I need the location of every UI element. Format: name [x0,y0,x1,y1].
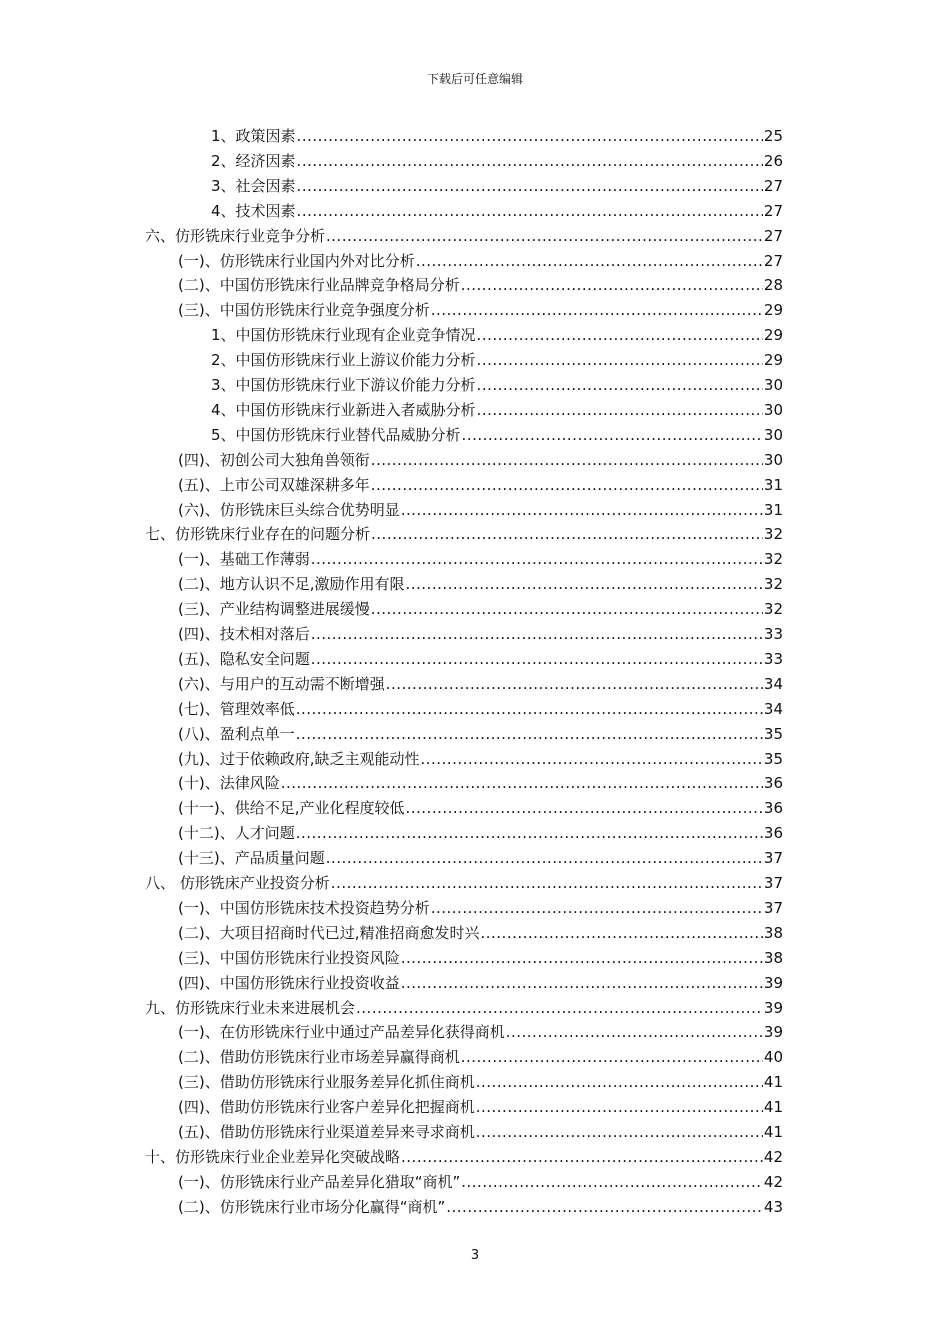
toc-dot-leader [401,498,763,523]
toc-dot-leader [477,373,763,398]
toc-entry-title: 2、经济因素 [211,151,296,170]
toc-dot-leader [326,224,763,249]
toc-entry-title: (二)、中国仿形铣床行业品牌竞争格局分析 [178,276,460,295]
toc-entry-title: (一)、基础工作薄弱 [178,550,310,569]
toc-entry[interactable] [178,697,783,722]
toc-entry-page: 28 [763,276,783,295]
toc-entry[interactable] [145,522,783,547]
toc-entry[interactable] [211,423,783,448]
toc-dot-leader [386,672,763,697]
toc-dot-leader [416,249,763,274]
toc-entry-page: 30 [763,450,783,469]
toc-entry-title: (二)、仿形铣床行业市场分化赢得“商机” [178,1197,446,1216]
toc-entry-page: 41 [763,1073,783,1092]
toc-entry[interactable] [211,149,783,174]
toc-entry[interactable] [145,1145,783,1170]
toc-entry-page: 36 [763,824,783,843]
toc-entry-title: 5、中国仿形铣床行业替代品威胁分析 [211,425,461,444]
toc-entry-title: (三)、中国仿形铣床行业竞争强度分析 [178,301,430,320]
toc-entry[interactable] [178,273,783,298]
toc-entry-page: 29 [763,301,783,320]
toc-entry-title: (十)、法律风险 [178,774,280,793]
toc-entry-page: 39 [763,973,783,992]
toc-entry[interactable] [145,996,783,1021]
toc-dot-leader [446,1195,763,1220]
toc-entry-title: (五)、借助仿形铣床行业渠道差异来寻求商机 [178,1123,475,1141]
toc-entry-page: 25 [763,127,783,145]
toc-entry-page: 30 [763,425,783,444]
toc-dot-leader [297,124,763,149]
toc-entry[interactable] [178,249,783,274]
toc-entry-title: (四)、借助仿形铣床行业客户差异化把握商机 [178,1098,475,1117]
toc-entry-page: 27 [763,176,783,195]
toc-entry[interactable] [178,572,783,597]
toc-entry-page: 39 [763,1023,783,1042]
toc-dot-leader [371,522,763,547]
toc-entry[interactable] [178,1020,783,1045]
toc-entry-page: 35 [763,749,783,768]
toc-entry-title: (六)、仿形铣床巨头综合优势明显 [178,500,400,519]
toc-dot-leader [461,273,763,298]
toc-entry[interactable] [178,796,783,821]
toc-entry-title: (四)、技术相对落后 [178,625,310,643]
toc-dot-leader [281,771,763,796]
toc-entry-title: (八)、盈利点单一 [178,724,295,743]
toc-entry-title: 七、仿形铣床行业存在的问题分析 [145,525,371,544]
toc-dot-leader [405,796,762,821]
toc-dot-leader [476,1095,763,1120]
toc-entry[interactable] [178,1120,783,1145]
toc-entry[interactable] [211,398,783,423]
toc-entry-title: (九)、过于依赖政府,缺乏主观能动性 [178,749,420,768]
toc-dot-leader [476,1070,763,1095]
toc-entry[interactable] [178,1070,783,1095]
toc-entry-title: (二)、大项目招商时代已过,精准招商愈发时兴 [178,923,480,942]
toc-dot-leader [431,298,763,323]
toc-entry-page: 36 [763,799,783,818]
toc-entry-title: (十二)、人才问题 [178,824,295,843]
toc-dot-leader [476,1120,763,1145]
toc-entry[interactable] [178,1195,783,1220]
toc-entry[interactable] [178,597,783,622]
toc-entry-title: (六)、与用户的互动需不断增强 [178,674,385,693]
toc-entry-title: (二)、借助仿形铣床行业市场差异赢得商机 [178,1048,460,1067]
toc-entry[interactable] [211,323,783,348]
toc-dot-leader [461,1170,763,1195]
toc-entry-title: (一)、中国仿形铣床技术投资趋势分析 [178,898,430,917]
toc-entry-page: 31 [763,475,783,494]
toc-entry-title: (十三)、产品质量问题 [178,849,325,868]
toc-entry-page: 36 [763,774,783,793]
toc-dot-leader [405,572,762,597]
toc-entry-page: 33 [763,625,783,643]
toc-entry-title: (一)、仿形铣床行业产品差异化猎取“商机” [178,1172,461,1191]
toc-entry-page: 32 [763,525,783,544]
toc-entry[interactable] [178,647,783,672]
toc-dot-leader [331,871,763,896]
toc-dot-leader [311,647,763,672]
toc-dot-leader [297,199,763,224]
toc-entry-page: 41 [763,1098,783,1117]
toc-entry[interactable] [178,298,783,323]
toc-entry-title: 十、仿形铣床行业企业差异化突破战略 [145,1147,401,1166]
toc-entry-title: 六、仿形铣床行业竞争分析 [145,226,326,245]
toc-entry-title: 1、政策因素 [211,127,296,145]
toc-entry-page: 32 [763,575,783,594]
toc-entry-page: 29 [763,326,783,345]
toc-entry-page: 34 [763,674,783,693]
toc-entry[interactable] [178,946,783,971]
toc-dot-leader [356,996,763,1021]
toc-dot-leader [477,398,763,423]
toc-entry[interactable] [178,771,783,796]
toc-entry-title: 3、社会因素 [211,176,296,195]
toc-entry[interactable] [211,373,783,398]
toc-entry-page: 31 [763,500,783,519]
toc-entry-page: 38 [763,948,783,967]
toc-entry-title: (五)、隐私安全问题 [178,649,310,668]
toc-dot-leader [462,423,763,448]
toc-entry-page: 34 [763,699,783,718]
toc-dot-leader [311,622,763,647]
toc-entry-page: 40 [763,1048,783,1067]
toc-entry[interactable] [145,224,783,249]
toc-entry-page: 27 [763,201,783,220]
toc-entry-page: 35 [763,724,783,743]
toc-entry[interactable] [178,498,783,523]
toc-dot-leader [420,747,762,772]
toc-dot-leader [461,1045,763,1070]
toc-entry-page: 32 [763,550,783,569]
toc-entry[interactable] [178,1095,783,1120]
toc-entry-title: 1、中国仿形铣床行业现有企业竞争情况 [211,326,476,345]
toc-dot-leader [296,722,763,747]
toc-entry-page: 32 [763,600,783,619]
toc-entry-page: 27 [763,226,783,245]
toc-entry[interactable] [178,672,783,697]
toc-entry[interactable] [178,921,783,946]
toc-entry[interactable] [178,846,783,871]
toc-dot-leader [477,323,763,348]
toc-entry-page: 37 [763,898,783,917]
toc-entry[interactable] [211,199,783,224]
toc-entry-page: 42 [763,1172,783,1191]
toc-dot-leader [401,946,763,971]
toc-entry-page: 42 [763,1147,783,1166]
toc-entry-page: 37 [763,849,783,868]
toc-entry-title: 4、技术因素 [211,201,296,220]
toc-entry-title: (三)、产业结构调整进展缓慢 [178,600,370,619]
toc-entry[interactable] [178,622,783,647]
toc-entry-title: (一)、仿形铣床行业国内外对比分析 [178,251,415,270]
toc-dot-leader [480,921,762,946]
toc-entry-title: 2、中国仿形铣床行业上游议价能力分析 [211,351,476,370]
toc-dot-leader [371,597,763,622]
toc-entry-page: 29 [763,351,783,370]
toc-entry-page: 26 [763,151,783,170]
toc-entry[interactable] [145,871,783,896]
toc-entry-page: 43 [763,1197,783,1216]
toc-entry-page: 38 [763,923,783,942]
toc-dot-leader [477,348,763,373]
toc-entry-page: 37 [763,874,783,892]
toc-entry-title: 4、中国仿形铣床行业新进入者威胁分析 [211,400,476,419]
toc-entry[interactable] [211,124,783,149]
page-number: 3 [470,1248,480,1263]
toc-dot-leader [431,896,763,921]
toc-entry[interactable] [211,348,783,373]
toc-entry-title: (三)、借助仿形铣床行业服务差异化抓住商机 [178,1073,475,1092]
toc-entry-page: 30 [763,376,783,394]
toc-entry-title: (四)、中国仿形铣床行业投资收益 [178,973,400,992]
toc-dot-leader [371,448,763,473]
toc-entry-title: (一)、在仿形铣床行业中通过产品差异化获得商机 [178,1023,505,1042]
toc-entry-page: 30 [763,400,783,419]
toc-entry[interactable] [178,971,783,996]
toc-entry[interactable] [178,821,783,846]
toc-entry-title: (七)、管理效率低 [178,699,295,718]
toc-dot-leader [401,1145,763,1170]
toc-entry-page: 39 [763,998,783,1017]
toc-entry[interactable] [178,1170,783,1195]
toc-entry-title: (二)、地方认识不足,激励作用有限 [178,575,405,594]
toc-entry-title: (五)、上市公司双雄深耕多年 [178,475,370,494]
toc-dot-leader [506,1020,763,1045]
toc-entry[interactable] [178,722,783,747]
toc-entry-title: (三)、中国仿形铣床行业投资风险 [178,948,400,967]
toc-dot-leader [326,846,763,871]
toc-entry[interactable] [178,448,783,473]
toc-entry[interactable] [178,1045,783,1070]
toc-entry-page: 41 [763,1123,783,1141]
toc-dot-leader [401,971,763,996]
toc-entry-title: 八、 仿形铣床产业投资分析 [145,874,330,892]
toc-dot-leader [371,473,763,498]
toc-entry[interactable] [178,896,783,921]
toc-dot-leader [296,697,763,722]
toc-entry-title: 九、仿形铣床行业未来进展机会 [145,998,356,1017]
toc-entry-title: 3、中国仿形铣床行业下游议价能力分析 [211,376,476,394]
toc-entry[interactable] [178,473,783,498]
toc-entry-page: 27 [763,251,783,270]
toc-dot-leader [311,547,763,572]
toc-entry-title: (十一)、供给不足,产业化程度较低 [178,799,405,818]
toc-dot-leader [297,174,763,199]
toc-entry[interactable] [178,747,783,772]
toc-entry-page: 33 [763,649,783,668]
toc-entry[interactable] [178,547,783,572]
toc-dot-leader [297,149,763,174]
toc-entry-title: (四)、初创公司大独角兽领衔 [178,450,370,469]
toc-entry[interactable] [211,174,783,199]
page-header: 下载后可任意编辑 [426,72,523,86]
toc-dot-leader [296,821,763,846]
